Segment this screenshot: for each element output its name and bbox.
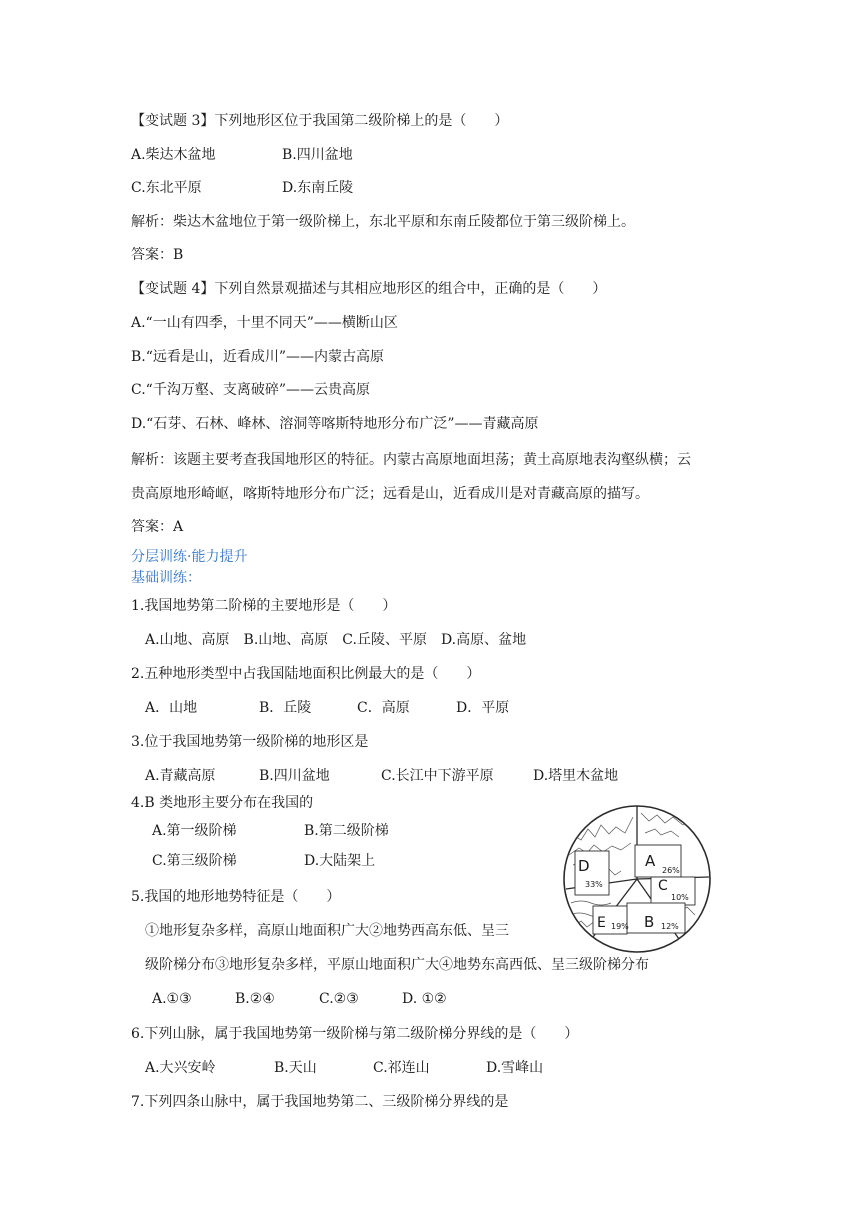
q3-option-c: C.东北平原 — [131, 180, 202, 196]
pie-label-b: B — [644, 913, 655, 931]
p2-option-a: A．山地 — [145, 700, 198, 716]
pie-label-a: A — [645, 852, 656, 870]
p6-stem: 6.下列山脉，属于我国地势第一级阶梯与第二级阶梯分界线的是（ ） — [131, 1026, 579, 1042]
p6-option-d: D.雪峰山 — [486, 1060, 544, 1076]
q3-analysis: 解析：柴达木盆地位于第一级阶梯上，东北平原和东南丘陵都位于第三级阶梯上。 — [131, 214, 635, 230]
pie-value-d: 33% — [585, 880, 603, 889]
p7-stem: 7.下列四条山脉中，属于我国地势第二、三级阶梯分界线的是 — [131, 1094, 509, 1110]
section-subtitle: 基础训练： — [131, 570, 201, 586]
p2-option-c: C．高原 — [357, 700, 410, 716]
q4-option-b: B.“远看是山，近看成川”——内蒙古高原 — [131, 349, 385, 365]
pie-value-e: 19% — [611, 922, 629, 931]
q4-analysis-line-1: 解析：该题主要考查我国地形区的特征。内蒙古高原地面坦荡；黄土高原地表沟壑纵横；云 — [131, 452, 691, 468]
p3-option-a: A.青藏高原 — [145, 768, 216, 784]
p3-option-d: D.塔里木盆地 — [533, 768, 619, 784]
p4-option-d: D.大陆架上 — [304, 853, 376, 869]
p4-option-a: A.第一级阶梯 — [152, 823, 237, 839]
q3-stem: 【变试题 3】下列地形区位于我国第二级阶梯上的是（ ） — [131, 113, 509, 129]
q4-option-a: A.“一山有四季，十里不同天”——横断山区 — [131, 315, 398, 331]
p1-stem: 1.我国地势第二阶梯的主要地形是（ ） — [131, 598, 397, 614]
pie-value-c: 10% — [671, 893, 689, 902]
section-title: 分层训练·能力提升 — [131, 549, 248, 565]
q3-option-a: A.柴达木盆地 — [131, 147, 216, 163]
p6-option-a: A.大兴安岭 — [145, 1060, 216, 1076]
p2-option-d: D．平原 — [456, 700, 510, 716]
pie-value-a: 26% — [662, 866, 680, 875]
p3-option-c: C.长江中下游平原 — [381, 768, 494, 784]
p1-options: A.山地、高原 B.山地、高原 C.丘陵、平原 D.高原、盆地 — [145, 632, 527, 648]
pie-value-b: 12% — [661, 922, 679, 931]
p5-option-a: A.①③ — [152, 991, 192, 1007]
p4-stem: 4.B 类地形主要分布在我国的 — [131, 795, 314, 811]
p6-option-b: B.天山 — [274, 1060, 317, 1076]
q3-option-b: B.四川盆地 — [282, 147, 353, 163]
pie-label-e: E — [597, 915, 606, 931]
p5-text-line-1: ①地形复杂多样，高原山地面积广大②地势西高东低、呈三 — [145, 923, 509, 939]
q4-stem: 【变试题 4】下列自然景观描述与其相应地形区的组合中，正确的是（ ） — [131, 281, 607, 297]
q4-analysis-line-2: 贵高原地形崎岖，喀斯特地形分布广泛；远看是山，近看成川是对青藏高原的描写。 — [131, 486, 649, 502]
q4-answer: 答案：A — [131, 519, 184, 535]
p5-option-c: C.②③ — [319, 991, 359, 1007]
q4-option-d: D.“石芽、石林、峰林、溶洞等喀斯特地形分布广泛”——青藏高原 — [131, 416, 539, 432]
p5-text-line-2: 级阶梯分布③地形复杂多样，平原山地面积广大④地势东高西低、呈三级阶梯分布 — [145, 957, 649, 973]
q4-option-c: C.“千沟万壑、支离破碎”——云贵高原 — [131, 382, 370, 398]
pie-label-d: D — [578, 857, 590, 875]
p2-option-b: B．丘陵 — [259, 700, 312, 716]
p5-option-d: D. ①② — [402, 991, 447, 1007]
terrain-pie-diagram — [561, 803, 713, 955]
p3-stem: 3.位于我国地势第一级阶梯的地形区是 — [131, 734, 369, 750]
p4-option-b: B.第二级阶梯 — [304, 823, 389, 839]
p2-stem: 2.五种地形类型中占我国陆地面积比例最大的是（ ） — [131, 666, 481, 682]
p4-option-c: C.第三级阶梯 — [152, 853, 237, 869]
pie-label-c: C — [658, 878, 668, 894]
q3-answer: 答案：B — [131, 247, 184, 263]
p5-option-b: B.②④ — [235, 991, 275, 1007]
q3-option-d: D.东南丘陵 — [282, 180, 354, 196]
p6-option-c: C.祁连山 — [373, 1060, 430, 1076]
p3-option-b: B.四川盆地 — [259, 768, 330, 784]
p5-stem: 5.我国的地形地势特征是（ ） — [131, 889, 341, 905]
